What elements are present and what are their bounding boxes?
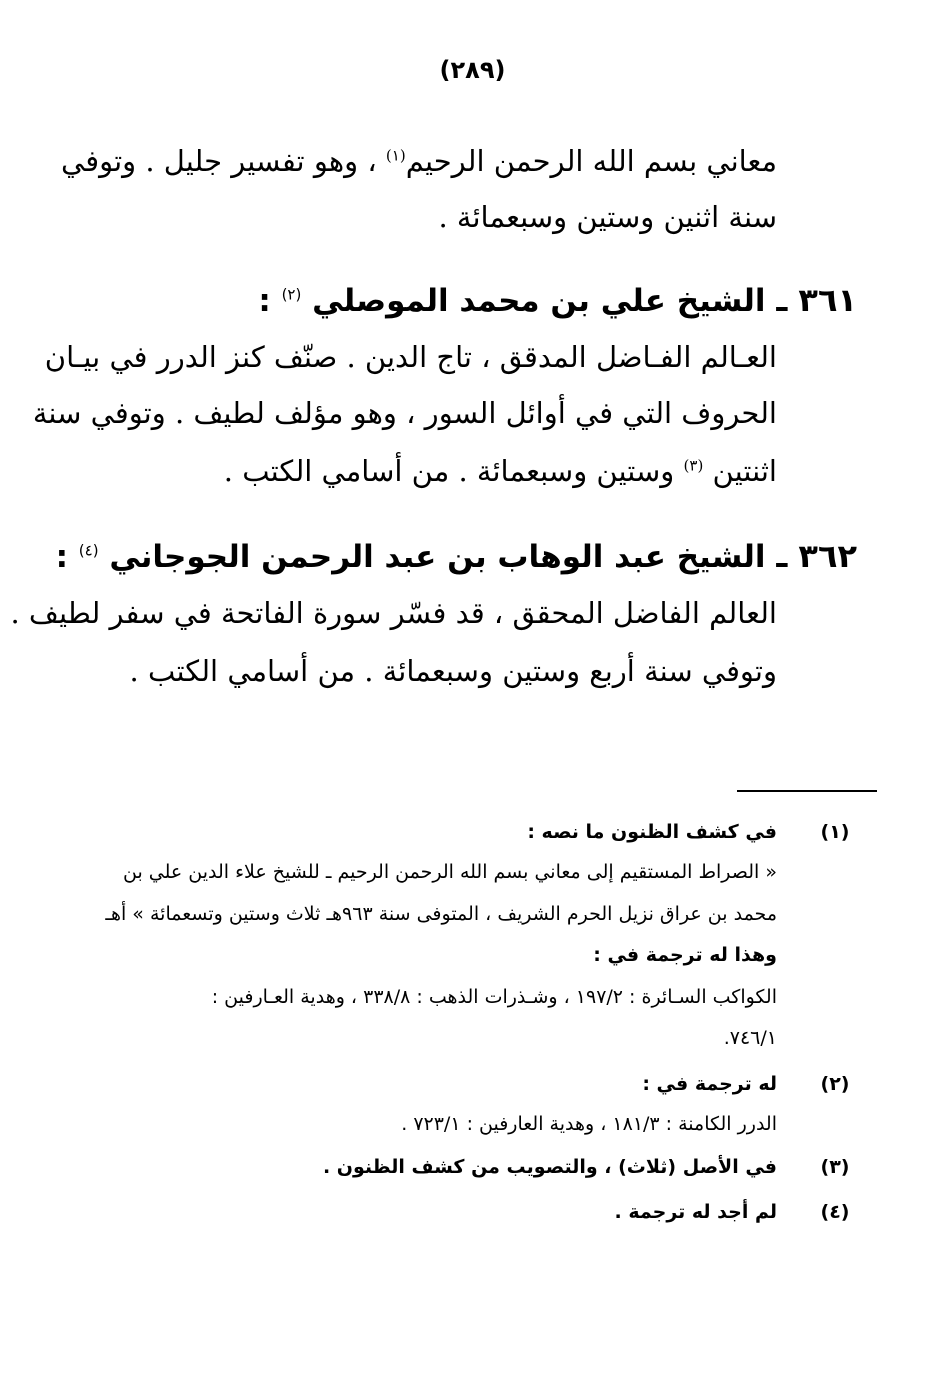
footnote-ref-2: (٢)	[281, 285, 302, 304]
entry-number: ٣٦١ ـ	[776, 281, 857, 319]
colon: :	[55, 539, 68, 575]
footnote-1-line-4: وهذا له ترجمة في :	[593, 944, 777, 966]
entry-361-line-1: العـالم الفـاضل المدقق ، تاج الدين . صنّف كنز الدرر في بيـان	[44, 340, 777, 374]
footnote-4-line-1: لم أجد له ترجمة .	[614, 1201, 777, 1223]
intro-line-2: سنة اثنين وستين وسبعمائة .	[438, 200, 777, 234]
footnote-1-line-2: « الصراط المستقيم إلى معاني بسم الله الرحمن الرحيم ـ للشيخ علاء الدين علي بن	[123, 861, 777, 883]
footnote-ref-1: (١)	[385, 146, 406, 165]
footnote-1-line-6: ٧٤٦/١.	[723, 1027, 777, 1049]
intro-line-1-text: معاني بسم الله الرحمن الرحيم	[405, 144, 777, 178]
footnote-number-3: (٣)	[820, 1156, 850, 1178]
footnote-1-line-5: الكواكب السـائرة : ١٩٧/٢ ، وشـذرات الذهب : ٣٣٨/٨ ، وهدية العـارفين :	[211, 986, 777, 1008]
entry-number: ٣٦٢ ـ	[776, 537, 857, 575]
entry-361-heading	[258, 278, 857, 323]
entry-361-line-2: الحروف التي في أوائل السور ، وهو مؤلف لطيف . وتوفي سنة	[32, 396, 777, 430]
page-number: (٢٨٩)	[439, 56, 506, 84]
entry-title: الشيخ عبد الوهاب بن عبد الرحمن الجوجاني	[109, 539, 766, 575]
entry-361-line-3-tail: وستين وسبعمائة . من أسامي الكتب .	[223, 454, 675, 488]
footnote-2-line-2: الدرر الكامنة : ١٨١/٣ ، وهدية العارفين : ٧٢٣/١ .	[401, 1113, 777, 1135]
footnote-number-1: (١)	[820, 821, 850, 843]
entry-362-line-1: العالم الفاضل المحقق ، قد فسّر سورة الفاتحة في سفر لطيف .	[10, 596, 777, 630]
entry-title: الشيخ علي بن محمد الموصلي	[312, 283, 766, 319]
footnote-ref-4: (٤)	[78, 541, 99, 560]
footnote-1-line-1: في كشف الظنون ما نصه :	[527, 821, 777, 843]
footnote-ref-3: (٣)	[683, 456, 704, 475]
footnote-3-line-1: في الأصل (ثلاث) ، والتصويب من كشف الظنون .	[322, 1156, 777, 1178]
intro-line-1	[61, 141, 777, 181]
colon: :	[258, 283, 271, 319]
entry-361-line-3-head: اثنتين	[712, 454, 777, 488]
footnote-number-2: (٢)	[820, 1073, 850, 1095]
footnote-separator	[737, 790, 877, 792]
footnote-1-line-3: محمد بن عراق نزيل الحرم الشريف ، المتوفى سنة ٩٦٣هـ ثلاث وستين وتسعمائة » أهـ	[105, 903, 777, 925]
entry-362-line-2: وتوفي سنة أربع وستين وسبعمائة . من أسامي الكتب .	[129, 654, 777, 688]
footnote-2-line-1: له ترجمة في :	[642, 1073, 777, 1095]
entry-361-line-3	[224, 451, 777, 491]
footnote-number-4: (٤)	[820, 1201, 850, 1223]
entry-362-heading	[56, 534, 857, 579]
intro-line-1-tail: ، وهو تفسير جليل . وتوفي	[61, 144, 377, 178]
